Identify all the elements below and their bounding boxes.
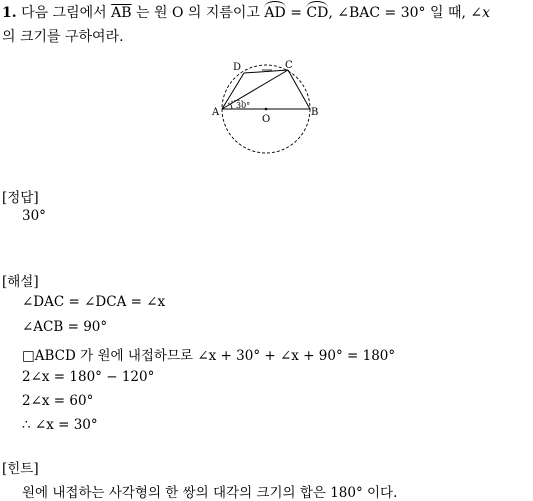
solution-line-5: 2∠x = 60° bbox=[22, 393, 94, 409]
equals-sign: = bbox=[290, 5, 302, 21]
hint-text: 원에 내접하는 사각형의 한 쌍의 대각의 크기의 합은 180° 이다. bbox=[22, 485, 398, 501]
solution-line-1: ∠DAC = ∠DCA = ∠x bbox=[22, 294, 166, 310]
label-angle-30: 30° bbox=[236, 101, 251, 110]
chord-ac bbox=[222, 70, 288, 109]
problem-text-b: 는 원 O 의 지름이고 bbox=[136, 5, 260, 21]
angle-arc-bac bbox=[231, 104, 232, 109]
segment-ab: $\overline{AB}$ bbox=[111, 5, 132, 21]
problem-number: 1. bbox=[2, 5, 17, 21]
variable-x: x bbox=[482, 5, 491, 21]
label-c: C bbox=[285, 60, 293, 71]
problem-text-a: 다음 그림에서 bbox=[21, 5, 107, 21]
problem-text-c: , ∠BAC = 30° 일 때, ∠ bbox=[328, 5, 483, 21]
solution-header: [해설] bbox=[2, 274, 39, 290]
answer-header: [정답] bbox=[2, 190, 39, 206]
arc-cd: CD bbox=[306, 5, 329, 21]
hint-header: [힌트] bbox=[2, 461, 39, 477]
answer-value: 30° bbox=[22, 208, 46, 224]
solution-line-3: □ABCD 가 원에 내접하므로 ∠x + 30° + ∠x + 90° = 180° bbox=[22, 348, 396, 364]
label-a: A bbox=[212, 107, 220, 118]
solution-line-4: 2∠x = 180° − 120° bbox=[22, 369, 155, 385]
arc-ad: AD bbox=[264, 5, 286, 21]
chord-cb bbox=[288, 70, 310, 109]
center-point-o bbox=[265, 108, 268, 111]
problem-line-1 bbox=[2, 4, 490, 22]
problem-line-2: 의 크기를 구하여라. bbox=[2, 29, 124, 45]
geometry-figure bbox=[200, 56, 330, 164]
label-b: B bbox=[311, 107, 319, 118]
chord-dc bbox=[244, 70, 288, 73]
solution-line-2: ∠ACB = 90° bbox=[22, 319, 108, 335]
label-o: O bbox=[262, 114, 271, 125]
solution-line-6: ∴ ∠x = 30° bbox=[22, 417, 98, 433]
label-d: D bbox=[233, 62, 242, 73]
